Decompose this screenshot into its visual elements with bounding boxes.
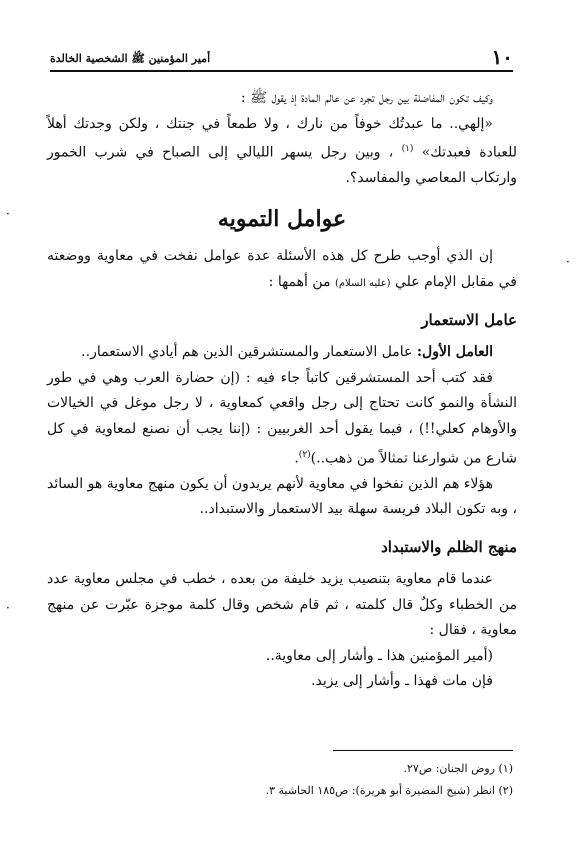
blessing-phrase: (عليه السلام) (334, 277, 391, 289)
paragraph-factors (47, 244, 517, 296)
footnote-ref-2[interactable]: (٢) (298, 449, 311, 460)
orientalist-text: فقد كتب أحد المستشرقين كاتباً جاء فيه : (إن حضارة العرب وهي في طور النشأة والنمو كانت تحتاج إلى رجل واقعي كمعاوية ، لا رجل موغل في الخيالات والأوهام كعلي!!) ، فيما يقول أحد الغربيين : (إننا يجب أن نصنع لمعاوية في كل شارع من شوارعنا تمثالاً من ذهب..) (47, 369, 517, 467)
paragraph-quote-rest: ، وبين رجل يسهر الليالي إلى الصباح في شرب الخمور وارتكاب المعاصي والمفاسد؟. (47, 144, 517, 187)
paragraph-inflated: هؤلاء هم الذين نفخوا في معاوية لأنهم يريدون أن يكون منهج معاوية هو السائد ، وبه تكون البلاد فريسة سهلة بيد الاستعمار والاستبداد.. (47, 475, 517, 518)
quote-line-2: فإن مات فهذا ـ وأشار إلى يزيد. (311, 673, 493, 690)
prayer-quote: «إلهي.. ما عبدتُك خوفاً من نارك ، ولا طمعاً في جنتك ، ولكن وجدتك أهلاً للعبادة فعبدتك» (47, 115, 517, 161)
footnote-ref-1[interactable]: (١) (401, 144, 414, 155)
factor-text: عامل الاستعمار والمستشرقين الذين هم أيادي الاستعمار.. (81, 344, 413, 361)
footnote-1: (١) روض الجنان: ص٢٧. (403, 762, 513, 775)
running-title: أمير المؤمنين ﷺ الشخصية الخالدة (50, 52, 211, 65)
page-header (50, 46, 513, 68)
paragraph-quote (47, 112, 517, 192)
quote-line-1: (أمير المؤمنين هذا ـ وأشار إلى معاوية.. (265, 647, 493, 664)
subheading-oppression: منهج الظلم والاستبداد (381, 538, 517, 557)
footnote-2: (٢) انظر (شيخ المضيرة أبو هريرة): ص١٨٥ الحاشية ٣. (265, 784, 513, 797)
paragraph-factors-text: إن الذي أوجب طرح كل هذه الأسئلة عدة عوامل نفخت في معاوية ووضعته في مقابل الإمام علي (47, 248, 517, 290)
main-text (47, 86, 517, 695)
factor-label: العامل الأول: (416, 344, 493, 361)
margin-mark: · (6, 207, 10, 221)
paragraph-succession: عندما قام معاوية بتنصيب يزيد خليفة من بعده ، خطب في مجلس معاوية عدد من الخطباء وكلٌ قال كلمته ، ثم قام شخص وقال كلمة موجزة عبّرت عن منهج معاوية ، فقال : (47, 571, 517, 639)
header-rule (50, 70, 513, 72)
page-number: ١٠ (491, 45, 513, 69)
subheading-colonialism: عامل الاستعمار (421, 311, 517, 330)
paragraph-orientalist (47, 366, 517, 472)
margin-mark: · (566, 255, 570, 269)
footnote-rule (333, 750, 513, 751)
orientalist-end: . (294, 450, 299, 467)
margin-mark: · (6, 601, 10, 615)
footnotes (47, 758, 513, 802)
paragraph-first-factor (47, 340, 517, 366)
paragraph-intro: وكيف تكون المفاضلة بين رجل تجرد عن عالم المادة إذ يقول ﷺ : (240, 90, 493, 106)
paragraph-factors-end: من أهمها : (268, 273, 331, 290)
section-title: عوامل التمويه (217, 206, 347, 233)
